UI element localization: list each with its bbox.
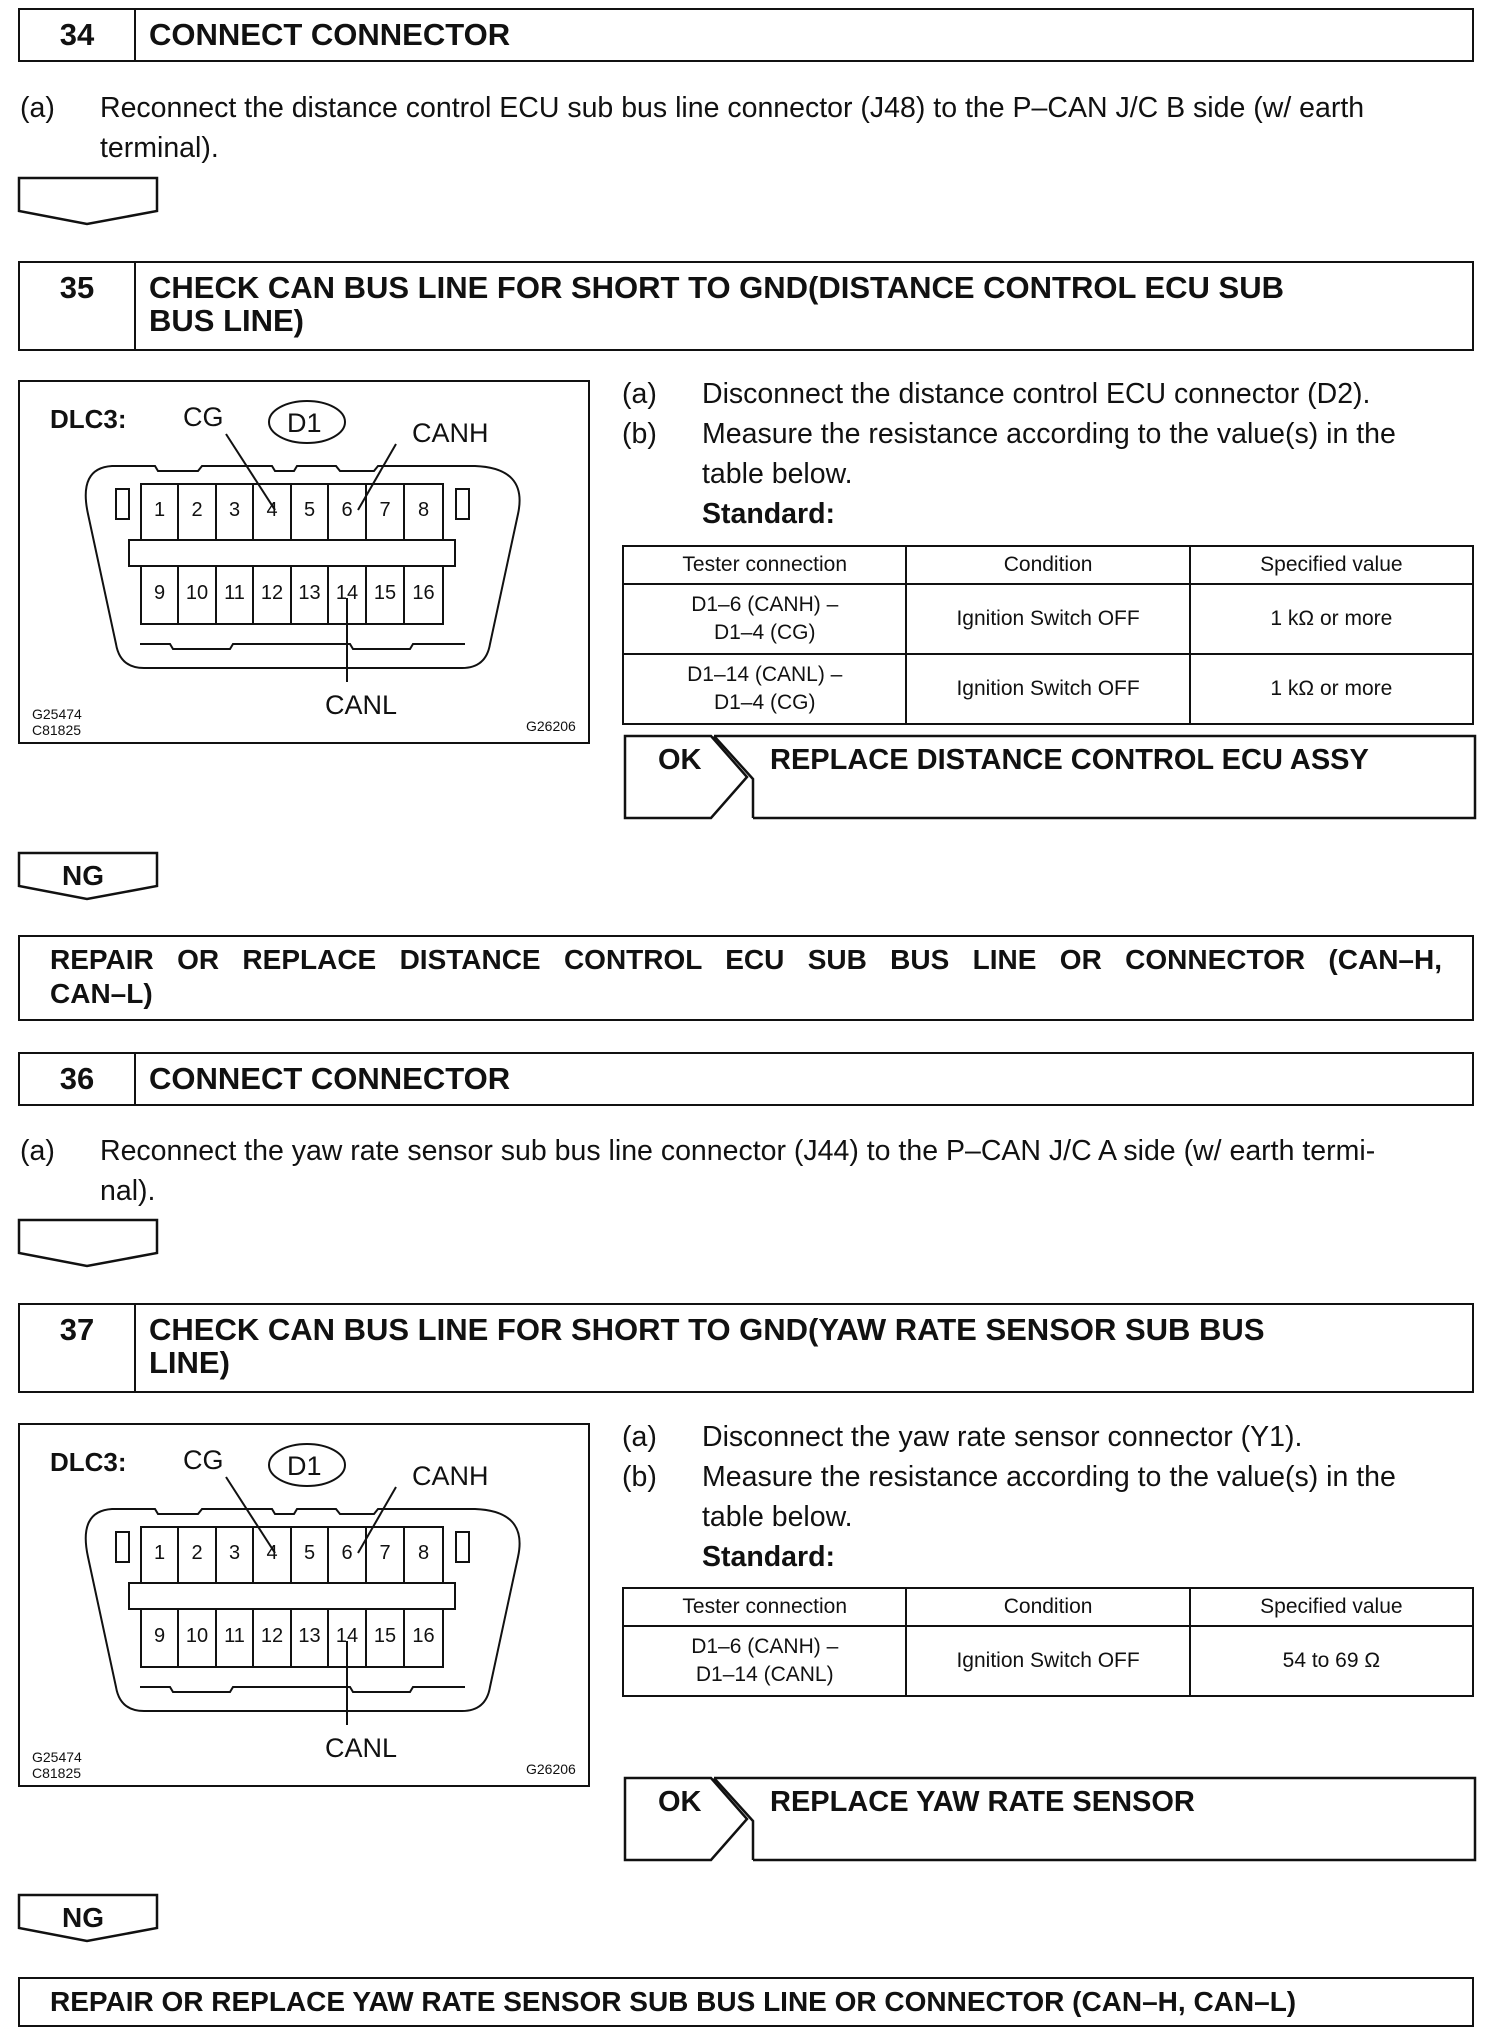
step-37-header [18, 1303, 1474, 1393]
spec-table: Tester connection Condition Specified value D1–6 (CANH) – D1–4 (CG) Ignition Switch OFF 1 kΩ or more D1–14 (CANL) – D1–4 (CG) Ignition Switch OFF 1 kΩ or more [622, 545, 1474, 725]
cg-label: CG [183, 402, 224, 432]
step-number: 35 [20, 263, 136, 349]
standard-label: Standard: [702, 1541, 836, 1573]
figure-code: G26206 [526, 718, 576, 734]
ng-result-box: REPAIR OR REPLACE YAW RATE SENSOR SUB BUS LINE OR CONNECTOR (CAN–H, CAN–L) [18, 1977, 1474, 2027]
instruction-line: terminal). [100, 132, 219, 164]
step-37-instruction-a: (a) Disconnect the yaw rate sensor connector (Y1). [622, 1421, 1303, 1453]
item-label: (a) [20, 92, 55, 124]
table-row: D1–6 (CANH) – D1–4 (CG) Ignition Switch OFF 1 kΩ or more [623, 584, 1473, 654]
step-36-instruction: (a) Reconnect the yaw rate sensor sub bus line connector (J44) to the P–CAN J/C A side (w/ earth termi- nal). [20, 1135, 1376, 1207]
dlc3-connector-diagram [18, 380, 590, 744]
table-row: D1–14 (CANL) – D1–4 (CG) Ignition Switch OFF 1 kΩ or more [623, 654, 1473, 724]
pins-bottom: 9 10 11 12 13 14 15 16 [153, 582, 435, 604]
ok-label: OK [658, 1786, 702, 1818]
step-number: 36 [20, 1054, 136, 1104]
ng-label: NG [62, 860, 104, 891]
canh-label: CANH [412, 418, 489, 448]
step-35-instruction-b: (b) Measure the resistance according to the value(s) in the table below. [622, 418, 1396, 490]
figure-title: DLC3: [50, 1447, 127, 1477]
d1-label: D1 [287, 1451, 322, 1481]
step-number: 34 [20, 10, 136, 60]
figure-code: G26206 [526, 1761, 576, 1777]
spec-table: Tester connection Condition Specified value D1–6 (CANH) – D1–14 (CANL) Ignition Switch OFF 54 to 69 Ω [622, 1587, 1474, 1697]
next-arrow-icon [17, 1218, 161, 1270]
step-title: CHECK CAN BUS LINE FOR SHORT TO GND(YAW RATE SENSOR SUB BUS LINE) [149, 1312, 1265, 1380]
canh-label: CANH [412, 1461, 489, 1491]
ok-result: REPLACE YAW RATE SENSOR [770, 1786, 1195, 1818]
step-35-header [18, 261, 1474, 351]
step-title: CONNECT CONNECTOR [149, 1061, 511, 1096]
step-36-header [18, 1052, 1474, 1106]
canl-label: CANL [325, 1733, 398, 1763]
cg-label: CG [183, 1445, 224, 1475]
figure-code: C81825 [32, 722, 82, 738]
next-arrow-icon [17, 176, 161, 228]
pins-bottom: 9 10 11 12 13 14 15 16 [153, 1625, 435, 1647]
pins-top: 1 2 3 4 5 6 7 8 [153, 499, 430, 521]
step-number: 37 [20, 1305, 136, 1391]
pins-top: 1 2 3 4 5 6 7 8 [153, 1542, 430, 1564]
ng-label: NG [62, 1902, 104, 1933]
table-row: D1–6 (CANH) – D1–14 (CANL) Ignition Switch OFF 54 to 69 Ω [623, 1626, 1473, 1696]
step-37-instruction-b: (b) Measure the resistance according to the value(s) in the table below. [622, 1461, 1396, 1533]
step-34-instruction [20, 88, 1480, 168]
figure-title: DLC3: [50, 404, 127, 434]
step-34-header [18, 8, 1474, 62]
ok-result: REPLACE DISTANCE CONTROL ECU ASSY [770, 744, 1369, 776]
canl-label: CANL [325, 690, 398, 720]
figure-code: C81825 [32, 1765, 82, 1781]
instruction-line: Reconnect the distance control ECU sub bus line connector (J48) to the P–CAN J/C B side (w/ earth [100, 92, 1365, 124]
step-title: CHECK CAN BUS LINE FOR SHORT TO GND(DISTANCE CONTROL ECU SUB BUS LINE) [149, 270, 1284, 338]
figure-code: G25474 [32, 1749, 82, 1765]
dlc3-connector-diagram [18, 1423, 590, 1787]
ng-result-box: REPAIR OR REPLACE DISTANCE CONTROL ECU SUB BUS LINE OR CONNECTOR (CAN–H, CAN–L) [18, 935, 1474, 1021]
ok-label: OK [658, 744, 702, 776]
d1-label: D1 [287, 408, 322, 438]
step-title: CONNECT CONNECTOR [149, 17, 511, 52]
step-35-instruction-a: (a) Disconnect the distance control ECU connector (D2). [622, 378, 1371, 410]
standard-label: Standard: [702, 498, 836, 530]
figure-code: G25474 [32, 706, 82, 722]
